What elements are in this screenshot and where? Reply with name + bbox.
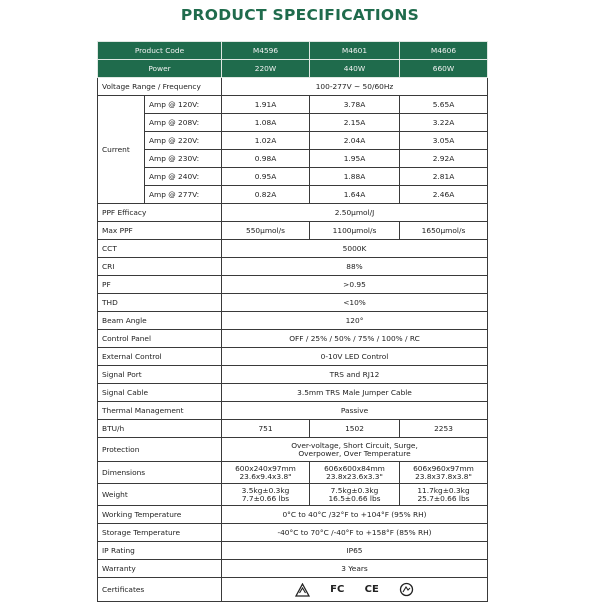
storage-temp-value: -40°C to 70°C /-40°F to +158°F (85% RH) bbox=[222, 524, 488, 542]
storage-temp-row bbox=[98, 524, 488, 542]
weight-value bbox=[310, 484, 400, 506]
product-code-3: M4606 bbox=[400, 42, 488, 60]
ppf-efficacy-row bbox=[98, 204, 488, 222]
power-label: Power bbox=[98, 60, 222, 78]
current-value: 1.95A bbox=[310, 150, 400, 168]
cct-value: 5000K bbox=[222, 240, 488, 258]
header-row-product-code bbox=[98, 42, 488, 60]
working-temp-value: 0°C to 40°C /32°F to +104°F (95% RH) bbox=[222, 506, 488, 524]
weight-imperial: 7.7±0.66 lbs bbox=[241, 493, 290, 503]
current-value: 1.64A bbox=[310, 186, 400, 204]
dimensions-metric: 606x600x84mm bbox=[324, 463, 385, 473]
current-value: 1.02A bbox=[222, 132, 310, 150]
current-value: 0.95A bbox=[222, 168, 310, 186]
ce-icon: CE bbox=[364, 583, 379, 595]
pf-value: >0.95 bbox=[222, 276, 488, 294]
current-value: 1.08A bbox=[222, 114, 310, 132]
pf-row bbox=[98, 276, 488, 294]
current-value: 5.65A bbox=[400, 96, 488, 114]
weight-metric: 3.5kg±0.3kg bbox=[241, 485, 290, 495]
dimensions-value bbox=[400, 462, 488, 484]
current-value: 2.46A bbox=[400, 186, 488, 204]
product-code-1: M4596 bbox=[222, 42, 310, 60]
current-value: 1.88A bbox=[310, 168, 400, 186]
current-row bbox=[98, 132, 488, 150]
warranty-row bbox=[98, 560, 488, 578]
cri-label: CRI bbox=[98, 258, 222, 276]
power-2: 440W bbox=[310, 60, 400, 78]
etl-icon bbox=[399, 582, 414, 597]
signal-port-row bbox=[98, 366, 488, 384]
current-sublabel: Amp @ 120V: bbox=[145, 96, 222, 114]
cct-row bbox=[98, 240, 488, 258]
voltage-label: Voltage Range / Frequency bbox=[98, 78, 222, 96]
btu-label: BTU/h bbox=[98, 420, 222, 438]
thd-row bbox=[98, 294, 488, 312]
external-control-value: 0-10V LED Control bbox=[222, 348, 488, 366]
working-temp-row bbox=[98, 506, 488, 524]
max-ppf-row bbox=[98, 222, 488, 240]
dimensions-metric: 606x960x97mm bbox=[413, 463, 474, 473]
control-panel-row bbox=[98, 330, 488, 348]
current-value: 3.05A bbox=[400, 132, 488, 150]
ip-rating-value: IP65 bbox=[222, 542, 488, 560]
control-panel-value: OFF / 25% / 50% / 75% / 100% / RC bbox=[222, 330, 488, 348]
max-ppf-value: 550μmol/s bbox=[222, 222, 310, 240]
product-code-label: Product Code bbox=[98, 42, 222, 60]
dimensions-value bbox=[310, 462, 400, 484]
current-value: 3.22A bbox=[400, 114, 488, 132]
weight-metric: 11.7kg±0.3kg bbox=[417, 485, 470, 495]
voltage-value: 100-277V ~ 50/60Hz bbox=[222, 78, 488, 96]
ip-rating-row bbox=[98, 542, 488, 560]
control-panel-label: Control Panel bbox=[98, 330, 222, 348]
btu-row bbox=[98, 420, 488, 438]
signal-cable-row bbox=[98, 384, 488, 402]
thermal-row bbox=[98, 402, 488, 420]
protection-line: Over-voltage, Short Circuit, Surge, bbox=[291, 440, 418, 450]
weight-imperial: 16.5±0.66 lbs bbox=[328, 493, 381, 503]
current-sublabel: Amp @ 240V: bbox=[145, 168, 222, 186]
weight-value bbox=[222, 484, 310, 506]
weight-label: Weight bbox=[98, 484, 222, 506]
thd-value: <10% bbox=[222, 294, 488, 312]
weight-row bbox=[98, 484, 488, 506]
external-control-label: External Control bbox=[98, 348, 222, 366]
external-control-row bbox=[98, 348, 488, 366]
ppf-efficacy-value: 2.50μmol/J bbox=[222, 204, 488, 222]
current-sublabel: Amp @ 230V: bbox=[145, 150, 222, 168]
current-sublabel: Amp @ 277V: bbox=[145, 186, 222, 204]
fcc-icon: FC bbox=[330, 583, 345, 595]
product-code-2: M4601 bbox=[310, 42, 400, 60]
cct-label: CCT bbox=[98, 240, 222, 258]
warranty-label: Warranty bbox=[98, 560, 222, 578]
signal-cable-value: 3.5mm TRS Male Jumper Cable bbox=[222, 384, 488, 402]
current-value: 2.81A bbox=[400, 168, 488, 186]
btu-value: 751 bbox=[222, 420, 310, 438]
current-row bbox=[98, 186, 488, 204]
beam-angle-row bbox=[98, 312, 488, 330]
current-value: 3.78A bbox=[310, 96, 400, 114]
certificates-label: Certificates bbox=[98, 578, 222, 602]
weight-value bbox=[400, 484, 488, 506]
current-value: 2.15A bbox=[310, 114, 400, 132]
power-1: 220W bbox=[222, 60, 310, 78]
dimensions-metric: 600x240x97mm bbox=[235, 463, 296, 473]
current-value: 2.04A bbox=[310, 132, 400, 150]
signal-port-value: TRS and RJ12 bbox=[222, 366, 488, 384]
max-ppf-value: 1650μmol/s bbox=[400, 222, 488, 240]
current-row bbox=[98, 96, 488, 114]
signal-cable-label: Signal Cable bbox=[98, 384, 222, 402]
protection-line: Overpower, Over Temperature bbox=[298, 448, 411, 458]
working-temp-label: Working Temperature bbox=[98, 506, 222, 524]
current-value: 0.98A bbox=[222, 150, 310, 168]
current-sublabel: Amp @ 208V: bbox=[145, 114, 222, 132]
protection-row bbox=[98, 438, 488, 462]
dimensions-row bbox=[98, 462, 488, 484]
weight-imperial: 25.7±0.66 lbs bbox=[417, 493, 470, 503]
certificates-value bbox=[222, 578, 488, 602]
protection-value bbox=[222, 438, 488, 462]
beam-angle-label: Beam Angle bbox=[98, 312, 222, 330]
dimensions-imperial: 23.8x23.6x3.3" bbox=[326, 471, 383, 481]
power-3: 660W bbox=[400, 60, 488, 78]
ppf-efficacy-label: PPF Efficacy bbox=[98, 204, 222, 222]
current-row bbox=[98, 150, 488, 168]
current-row bbox=[98, 114, 488, 132]
voltage-row bbox=[98, 78, 488, 96]
current-sublabel: Amp @ 220V: bbox=[145, 132, 222, 150]
pf-label: PF bbox=[98, 276, 222, 294]
storage-temp-label: Storage Temperature bbox=[98, 524, 222, 542]
current-value: 0.82A bbox=[222, 186, 310, 204]
thermal-label: Thermal Management bbox=[98, 402, 222, 420]
current-label: Current bbox=[98, 96, 145, 204]
signal-port-label: Signal Port bbox=[98, 366, 222, 384]
dimensions-label: Dimensions bbox=[98, 462, 222, 484]
protection-label: Protection bbox=[98, 438, 222, 462]
dimensions-imperial: 23.6x9.4x3.8" bbox=[239, 471, 292, 481]
btu-value: 2253 bbox=[400, 420, 488, 438]
certificates-row bbox=[98, 578, 488, 602]
beam-angle-value: 120° bbox=[222, 312, 488, 330]
cri-row bbox=[98, 258, 488, 276]
current-value: 2.92A bbox=[400, 150, 488, 168]
warranty-value: 3 Years bbox=[222, 560, 488, 578]
dimensions-imperial: 23.8x37.8x3.8" bbox=[415, 471, 472, 481]
current-row bbox=[98, 168, 488, 186]
cri-value: 88% bbox=[222, 258, 488, 276]
rcm-icon bbox=[295, 583, 310, 597]
current-value: 1.91A bbox=[222, 96, 310, 114]
max-ppf-label: Max PPF bbox=[98, 222, 222, 240]
btu-value: 1502 bbox=[310, 420, 400, 438]
weight-metric: 7.5kg±0.3kg bbox=[330, 485, 379, 495]
thd-label: THD bbox=[98, 294, 222, 312]
page-title: PRODUCT SPECIFICATIONS bbox=[180, 6, 420, 24]
spec-table bbox=[97, 41, 488, 602]
dimensions-value bbox=[222, 462, 310, 484]
max-ppf-value: 1100μmol/s bbox=[310, 222, 400, 240]
header-row-power bbox=[98, 60, 488, 78]
ip-rating-label: IP Rating bbox=[98, 542, 222, 560]
thermal-value: Passive bbox=[222, 402, 488, 420]
